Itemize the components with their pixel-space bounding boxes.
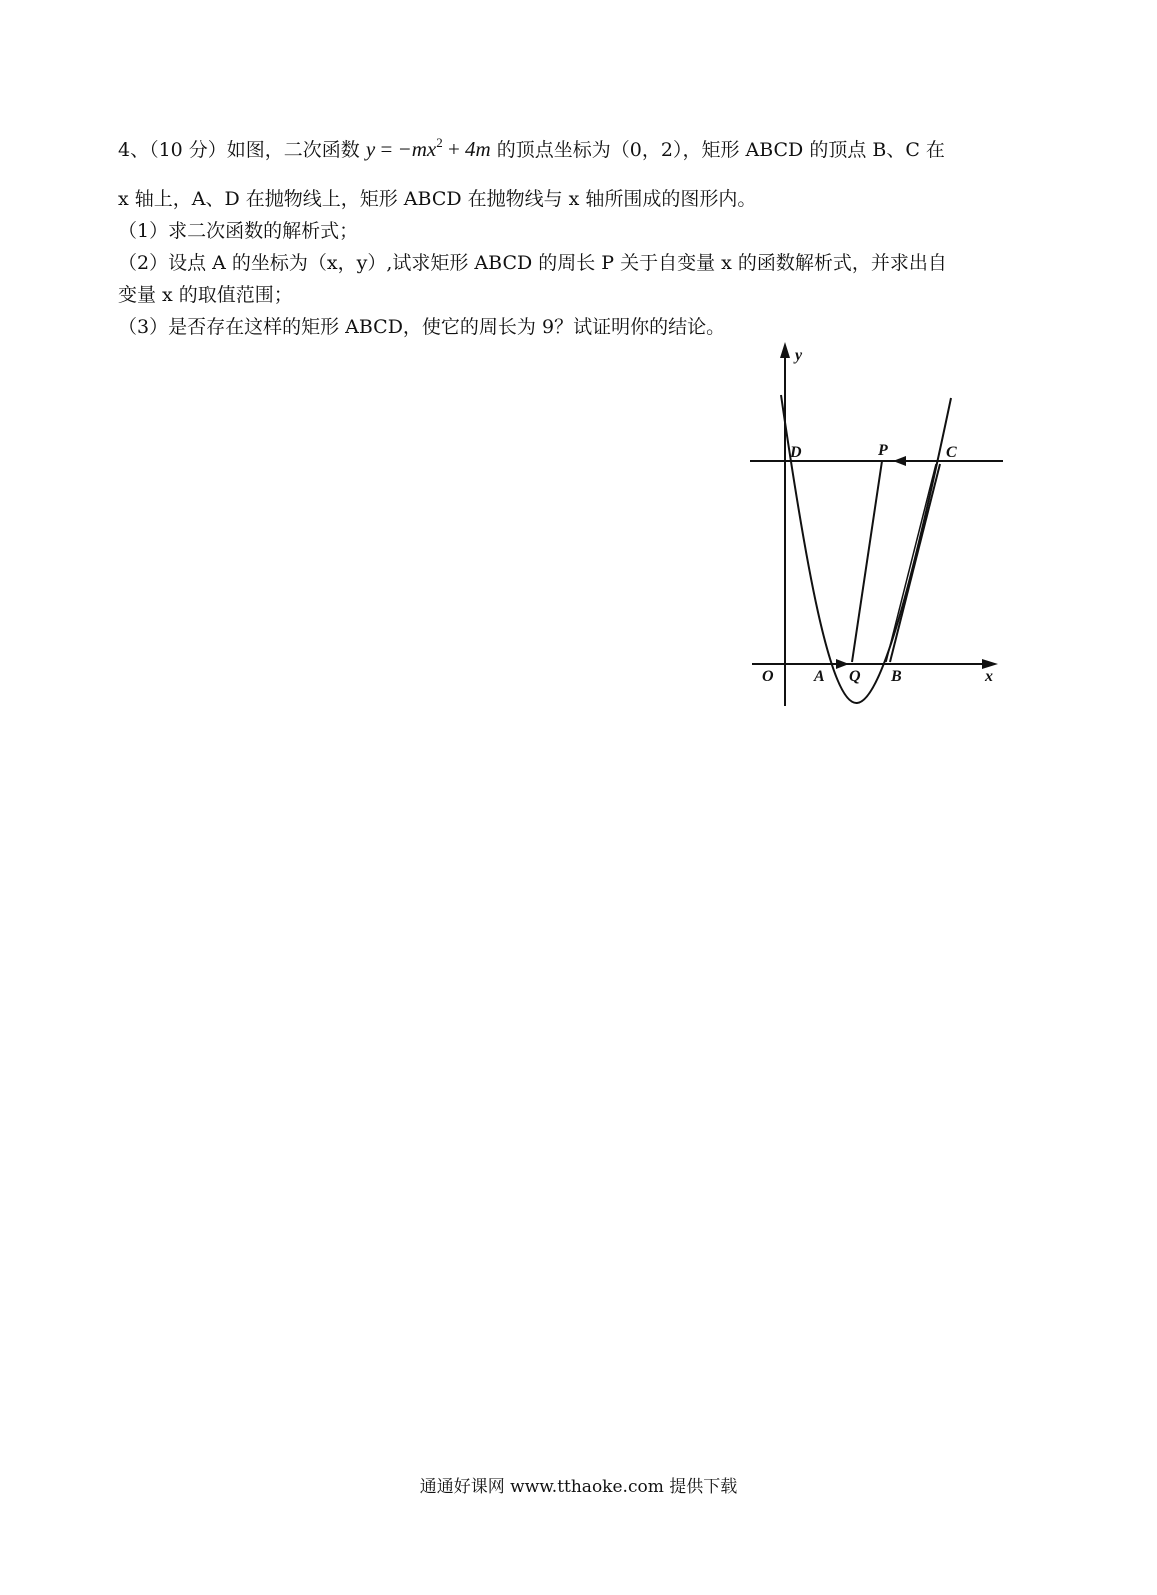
problem-intro-prefix: 4、（10 分）如图，二次函数 bbox=[118, 139, 360, 161]
question-2-line-2: 变量 x 的取值范围； bbox=[118, 284, 293, 306]
segment-pq bbox=[852, 461, 882, 662]
problem-intro-line-2: x 轴上，A、D 在抛物线上，矩形 ABCD 在抛物线与 x 轴所围成的图形内。 bbox=[118, 188, 757, 210]
label-x: x bbox=[985, 668, 993, 685]
label-d: D bbox=[790, 444, 802, 461]
label-a: A bbox=[814, 668, 825, 685]
label-p: P bbox=[878, 442, 888, 459]
arrow-toward-p bbox=[893, 456, 906, 466]
problem-intro-suffix: 的顶点坐标为（0，2），矩形 ABCD 的顶点 B、C 在 bbox=[496, 139, 945, 161]
label-b: B bbox=[891, 668, 902, 685]
label-q: Q bbox=[849, 668, 861, 685]
label-o: O bbox=[762, 668, 774, 685]
label-c: C bbox=[946, 444, 957, 461]
parabola-curve bbox=[781, 395, 951, 703]
question-1: （1）求二次函数的解析式； bbox=[118, 220, 359, 242]
arrow-toward-q bbox=[836, 659, 849, 669]
segment-cb-inner bbox=[886, 464, 936, 662]
quadratic-equation: $y = -mx^2 + 4m$ bbox=[365, 135, 491, 161]
problem-intro-line-1 bbox=[118, 135, 945, 161]
page-footer: 通通好课网 www.tthaoke.com 提供下载 bbox=[419, 1477, 738, 1497]
parabola-figure bbox=[745, 340, 1015, 712]
y-axis-arrow bbox=[780, 342, 790, 358]
question-2-line-1: （2）设点 A 的坐标为（x，y）,试求矩形 ABCD 的周长 P 关于自变量 x 的函数解析式，并求出自 bbox=[118, 252, 947, 274]
segment-cb bbox=[890, 464, 940, 662]
label-y: y bbox=[795, 347, 803, 364]
question-3: （3）是否存在这样的矩形 ABCD，使它的周长为 9？试证明你的结论。 bbox=[118, 316, 726, 338]
